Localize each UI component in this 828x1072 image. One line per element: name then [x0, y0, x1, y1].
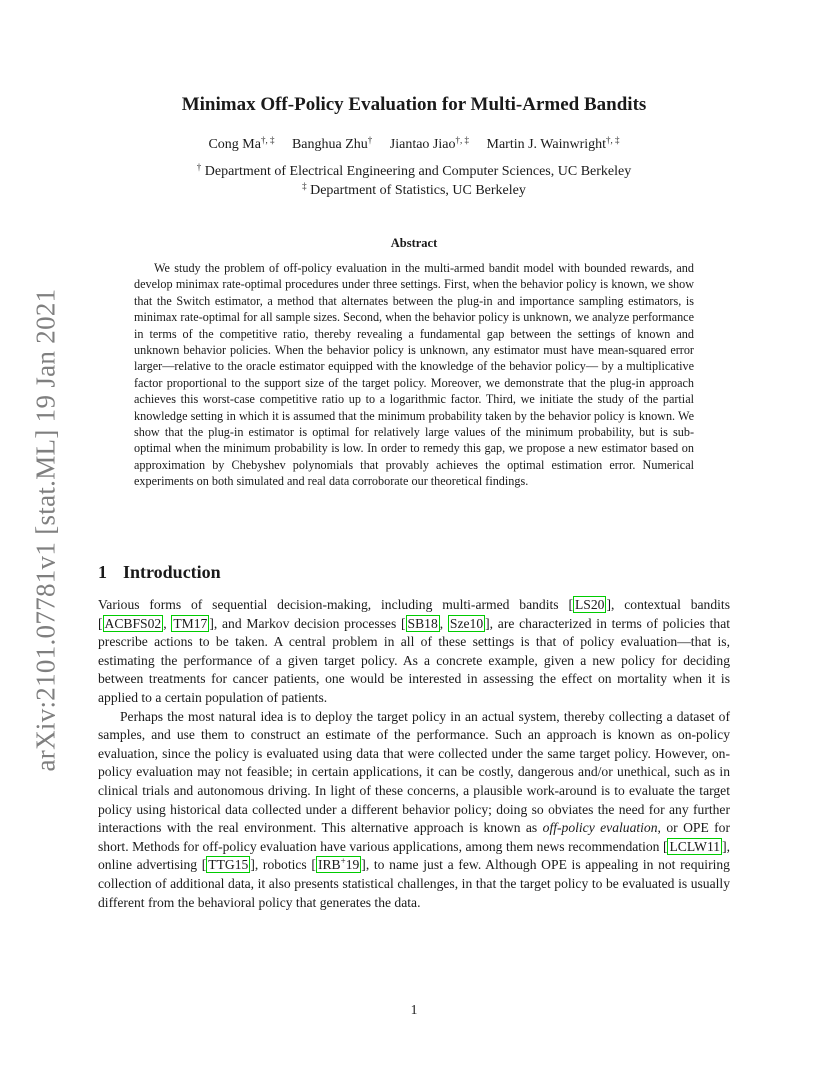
affiliation	[98, 181, 730, 201]
affiliation-text: Department of Statistics, UC Berkeley	[310, 183, 526, 198]
author-name: Martin J. Wainwright	[486, 137, 607, 152]
citation-link[interactable]: LCLW11	[669, 838, 721, 854]
section-heading	[98, 559, 221, 585]
author	[292, 137, 372, 152]
citation-link[interactable]: TTG15	[208, 857, 249, 873]
section-title: Introduction	[123, 562, 221, 582]
text-run: ,	[163, 615, 172, 631]
text-run: ], and Markov decision processes [	[209, 615, 406, 631]
author-affiliation-marks: †, ‡	[455, 135, 469, 145]
text-run: , to name just a few. Although OPE is appealing in not requiring collection of additional data, it also presents statistical challenges, in that the target policy to be evaluated is usually different from the behavioral policy that generates the data.	[98, 857, 730, 910]
citation-link[interactable]: SB18	[407, 615, 438, 631]
author	[208, 137, 274, 152]
abstract-heading: Abstract	[390, 236, 438, 250]
paragraph: Perhaps the most natural idea is to deploy the target policy in an actual system, thereby collecting a dataset of samples, and use them to construct an estimate of the performance. Such an approach is known as on-policy evaluation, since the policy is evaluated using data that were collected under the same target policy. However, on-policy evaluation may not feasible; in certain applications, it can be costly, dangerous and/or unethical, such as in clinical trials and autonomous driving. In light of these concerns, a plausible work-around is to evaluate the target policy using historical data collected under a different behavior policy; doing so obviates the need for any further interactions with the real environment. This alternative approach is known as off-policy evaluation, or OPE for short. Methods for off-policy evaluation have various applications, among them news recommendation [ LCLW11 ], online advertising [ TTG15 ], robotics [ IRB+19 ], to name just a few. Although OPE is appealing in not requiring collection of additional data, it also presents statistical challenges, in that the target policy to be evaluated is usually different from the behavioral policy that generates the data.	[98, 708, 731, 910]
author-name: Banghua Zhu	[291, 137, 368, 152]
author-list	[98, 134, 730, 156]
affiliation-mark: ‡	[302, 181, 307, 191]
introduction-body	[98, 596, 730, 912]
citation-link[interactable]: LS20	[574, 597, 605, 612]
author-name: Jiantao Jiao	[389, 137, 456, 152]
author	[390, 137, 469, 152]
author-affiliation-marks: †, ‡	[606, 135, 620, 145]
affiliation-text: Department of Electrical Engineering and Computer Sciences, UC Berkeley	[204, 164, 632, 179]
paper-title: Minimax Off-Policy Evaluation for Multi-Armed Bandits	[181, 94, 647, 115]
citation-link[interactable]	[316, 856, 361, 873]
citation-text: IRB	[317, 857, 341, 873]
text-run: ], are characterized in terms of policies that prescribe actions to be taken. A central problem in all of these settings is that of policy evaluation—that is, estimating the performance of a given target policy. As a concrete example, given a new policy for deciding between treatments for cancer patients, one would be interested in assessing the effect on mortality when it is applied to a certain population of patients.	[98, 615, 731, 705]
text-run: ,	[439, 615, 448, 631]
citation-link[interactable]: TM17	[173, 615, 208, 631]
page-number: 1	[410, 1002, 418, 1017]
text-run: , online advertising	[98, 838, 730, 873]
citation-link[interactable]: ACBFS02	[104, 615, 162, 631]
citation-superscript: +	[340, 856, 346, 867]
author-name: Cong Ma	[208, 137, 261, 152]
affiliation	[98, 162, 730, 182]
affiliation-mark: †	[196, 162, 202, 172]
arxiv-sidebar-identifier: arXiv:2101.07781v1 [stat.ML] 19 Jan 2021	[30, 288, 61, 772]
text-run: , or OPE for short. Methods for off-policy evaluation have various applications, among them news recommendation	[98, 820, 731, 854]
author-affiliation-marks: †, ‡	[260, 135, 275, 145]
abstract-text: We study the problem of off-policy evaluation in the multi-armed bandit model with bounded rewards, and develop minimax rate-optimal procedures under three settings. First, when the behavior policy is known, we show that the Switch estimator, a method that alternates between the plug-in and importance sampling estimators, is minimax rate-optimal for all sample sizes. Second, when the behavior policy is unknown, we analyze performance in terms of the competitive ratio, thereby revealing a fundamental gap between the settings of known and unknown behavior policies. When the behavior policy is unknown, any estimator must have mean-squared error larger—relative to the oracle estimator equipped with the knowledge of the behavior policy— by a multiplicative factor proportional to the support size of the target policy. Moreover, we demonstrate that the plug-in approach achieves this worst-case competitive ratio up to a logarithmic factor. Third, we initiate the study of the partial knowledge setting in which it is assumed that the minimum probability taken by the behavior policy is known. We show that the plug-in estimator is optimal for relatively large values of the minimum probability, but is sub-optimal when the minimum probability is low. In order to remedy this gap, we propose a new estimator based on approximation by Chebyshev polynomials that provably achieves the optimal estimation error. Numerical experiments on both simulated and real data corroborate our theoretical findings.	[134, 261, 694, 489]
text-run: Various forms of sequential decision-making, including multi-armed bandits	[98, 597, 569, 612]
citation-link[interactable]: Sze10	[449, 615, 484, 631]
text-run: , contextual bandits	[610, 597, 730, 612]
section-number: 1	[98, 562, 107, 582]
paragraph: Various forms of sequential decision-making, including multi-armed bandits [ LS20 ], contextual bandits [ ACBFS02 , TM17 ], and Markov decision processes [ SB18 , Sze10 ], are characterized in terms of policies that prescribe actions to be taken. A central problem in all of these settings is that of policy evaluation—that is, estimating the performance of a given target policy. As a concrete example, given a new policy for deciding between treatments for cancer patients, one would be interested in assessing the effect on mortality when it is applied to a certain population of patients.	[98, 597, 731, 705]
citation-text: 19	[345, 857, 360, 873]
text-run: Perhaps the most natural idea is to deploy the target policy in an actual system, thereby collecting a dataset of samples, and use them to construct an estimate of the performance. Such an approach is known as on-policy evaluation, since the policy is evaluated using data that were collected under the same target policy. However, on-policy evaluation may not feasible; in certain applications, it can be costly, dangerous and/or unethical, such as in clinical trials and autonomous driving. In light of these concerns, a plausible work-around is to evaluate the target policy using historical data collected under a different behavior policy; doing so obviates the need for any further interactions with the real environment. This alternative approach is known as	[98, 708, 730, 836]
author	[487, 137, 620, 152]
author-affiliation-marks: †	[367, 135, 373, 145]
text-run: , robotics	[254, 857, 312, 873]
emphasized-term: off-policy evaluation	[542, 820, 658, 836]
